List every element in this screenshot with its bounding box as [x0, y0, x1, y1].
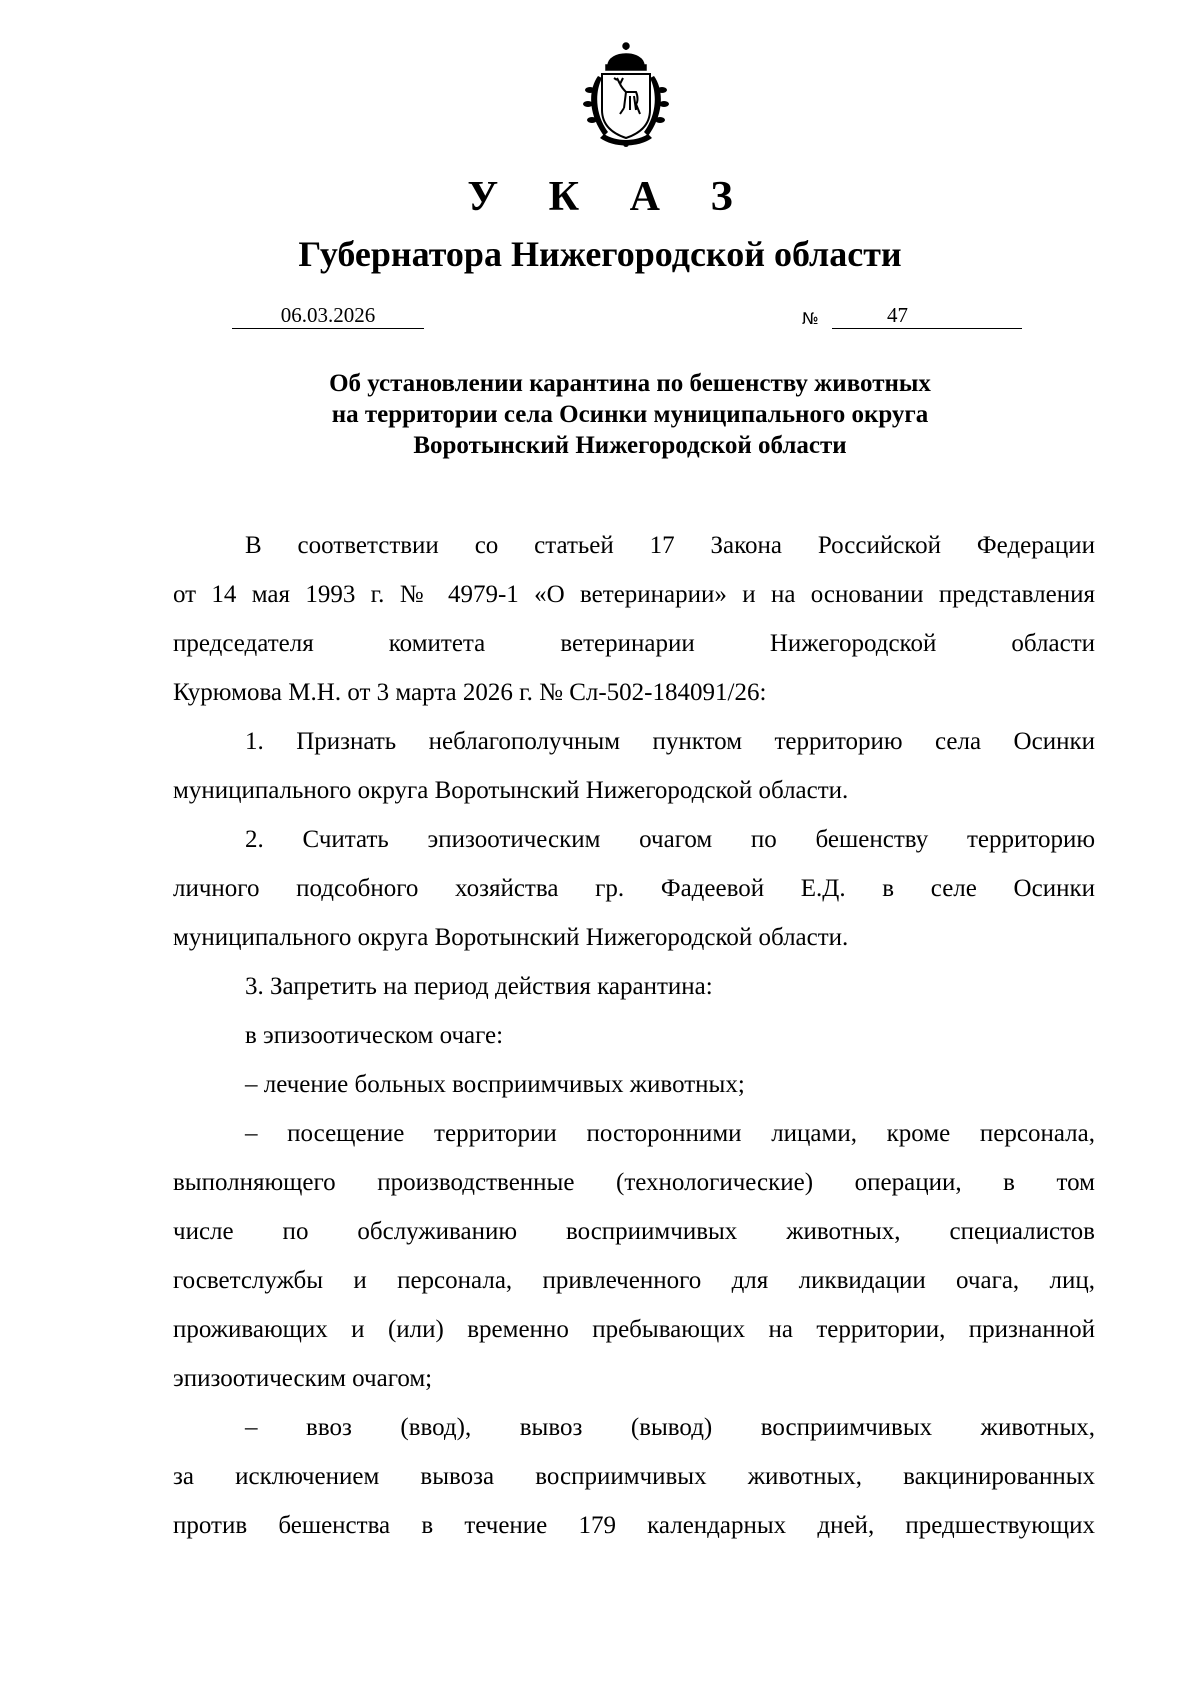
body-line: председателя комитета ветеринарии Нижегородской области	[173, 630, 1095, 657]
coat-of-arms-emblem	[570, 40, 682, 152]
body-line: от 14 мая 1993 г. № 4979-1 «О ветеринарии» и на основании представления	[173, 581, 1095, 608]
body-line: в эпизоотическом очаге:	[245, 1022, 504, 1049]
body-line: В соответствии со статьей 17 Закона Российской Федерации	[245, 532, 1095, 559]
body-line: числе по обслуживанию восприимчивых животных, специалистов	[173, 1218, 1095, 1245]
document-date: 06.03.2026	[232, 302, 424, 329]
body-line: – лечение больных восприимчивых животных;	[245, 1071, 745, 1098]
body-line: Курюмова М.Н. от 3 марта 2026 г. № Сл-502-184091/26:	[173, 679, 767, 706]
body-line: 2. Считать эпизоотическим очагом по бешенству территорию	[245, 826, 1095, 853]
document-number-field	[832, 302, 1022, 329]
body-line: – посещение территории посторонними лицами, кроме персонала,	[245, 1120, 1095, 1147]
body-line: личного подсобного хозяйства гр. Фадеевой Е.Д. в селе Осинки	[173, 875, 1095, 902]
shield-icon	[602, 74, 650, 138]
document-type-title: У К А З	[467, 174, 753, 220]
body-line: 3. Запретить на период действия карантина:	[245, 973, 713, 1000]
body-line: выполняющего производственные (технологические) операции, в том	[173, 1169, 1095, 1196]
decree-heading	[180, 368, 1080, 461]
body-line: муниципального округа Воротынский Нижегородской области.	[173, 777, 849, 804]
body-line: муниципального округа Воротынский Нижегородской области.	[173, 924, 849, 951]
decree-body	[173, 521, 1095, 1550]
crown-icon	[606, 43, 646, 70]
body-line: против бешенства в течение 179 календарных дней, предшествующих	[173, 1512, 1095, 1539]
body-line: 1. Признать неблагополучным пунктом территорию села Осинки	[245, 728, 1095, 755]
heading-line: на территории села Осинки муниципального округа	[331, 401, 929, 428]
heading-line: Воротынский Нижегородской области	[413, 432, 847, 459]
body-line: – ввоз (ввод), вывоз (вывод) восприимчивых животных,	[245, 1414, 1095, 1441]
document-number: 47	[887, 303, 908, 327]
heading-line: Об установлении карантина по бешенству животных	[329, 370, 931, 397]
body-line: проживающих и (или) временно пребывающих на территории, признанной	[173, 1316, 1095, 1343]
number-sign-label: №	[802, 309, 819, 328]
body-line: за исключением вывоза восприимчивых животных, вакцинированных	[173, 1463, 1095, 1490]
body-line: госветслужбы и персонала, привлеченного для ликвидации очага, лиц,	[173, 1267, 1095, 1294]
body-line: эпизоотическим очагом;	[173, 1365, 433, 1392]
issuer-title: Губернатора Нижегородской области	[298, 234, 902, 274]
